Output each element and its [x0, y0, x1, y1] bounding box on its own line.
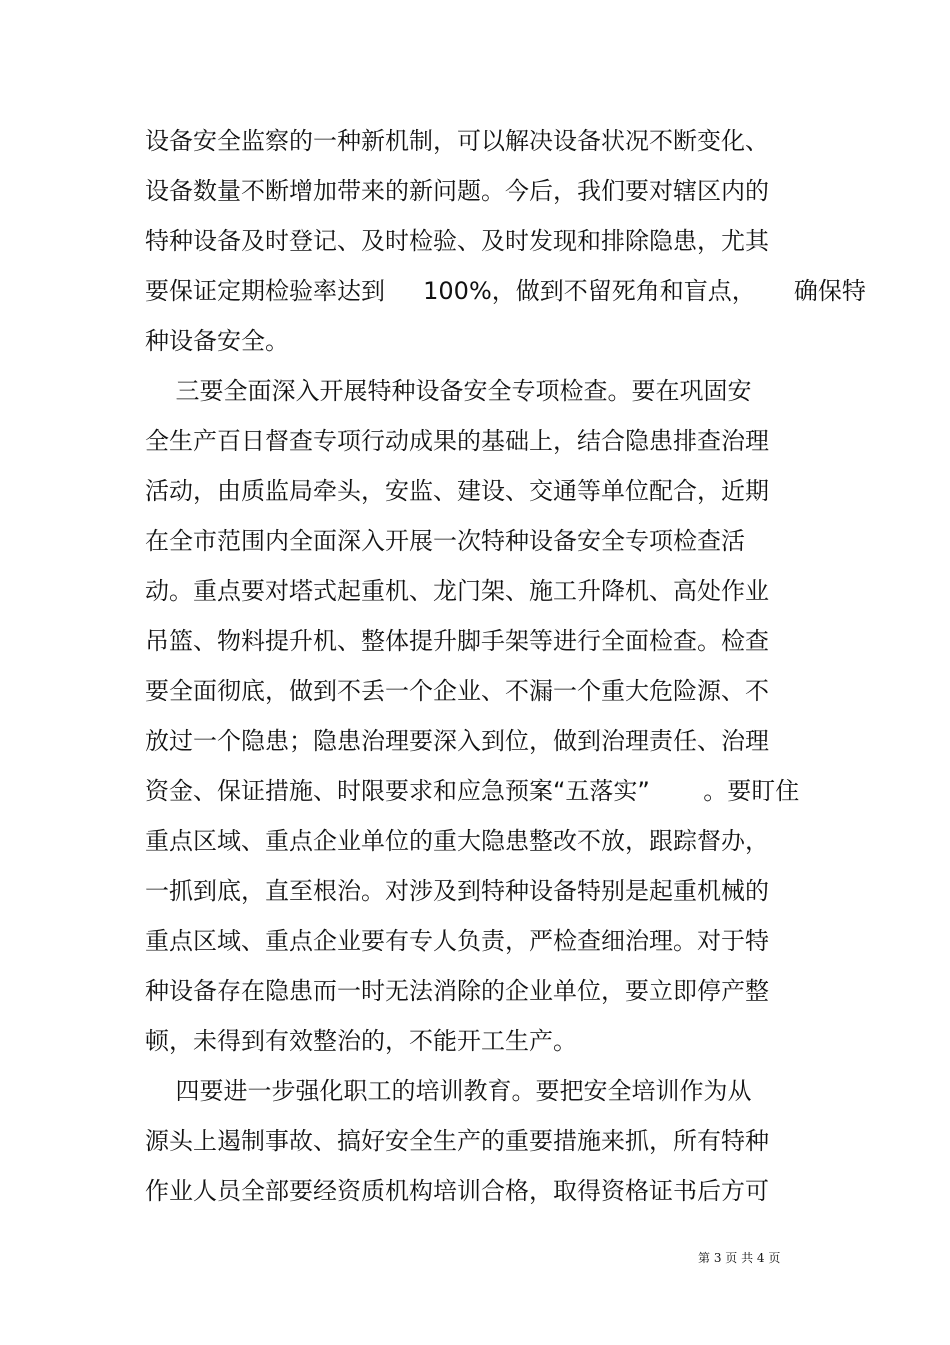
- text-line-20: 四要进一步强化职工的培训教育。要把安全培训作为从: [145, 1077, 752, 1105]
- text-line-14: 资金、保证措施、时限要求和应急预案“五落实” 。要盯住: [145, 777, 800, 805]
- text-line-1: 设备安全监察的一种新机制，可以解决设备状况不断变化、: [145, 127, 769, 155]
- text-line-12: 要全面彻底，做到不丢一个企业、不漏一个重大危险源、不: [145, 677, 769, 705]
- text-line-5: 种设备安全。: [145, 327, 289, 355]
- text-line-3: 特种设备及时登记、及时检验、及时发现和排除隐患，尤其: [145, 227, 769, 255]
- text-line-9: 在全市范围内全面深入开展一次特种设备安全专项检查活: [145, 527, 745, 555]
- text-line-17: 重点区域、重点企业要有专人负责，严检查细治理。对于特: [145, 927, 769, 955]
- text-line-6: 三要全面深入开展特种设备安全专项检查。要在巩固安: [145, 377, 752, 405]
- text-line-21: 源头上遏制事故、搞好安全生产的重要措施来抓，所有特种: [145, 1127, 769, 1155]
- text-line-7: 全生产百日督查专项行动成果的基础上，结合隐患排查治理: [145, 427, 769, 455]
- text-line-11: 吊篮、物料提升机、整体提升脚手架等进行全面检查。检查: [145, 627, 769, 655]
- text-line-15: 重点区域、重点企业单位的重大隐患整改不放，跟踪督办，: [145, 827, 769, 855]
- text-line-8: 活动，由质监局牵头，安监、建设、交通等单位配合，近期: [145, 477, 769, 505]
- text-line-10: 动。重点要对塔式起重机、龙门架、施工升降机、高处作业: [145, 577, 769, 605]
- text-line-16: 一抓到底，直至根治。对涉及到特种设备特别是起重机械的: [145, 877, 769, 905]
- text-line-2: 设备数量不断增加带来的新问题。今后，我们要对辖区内的: [145, 177, 769, 205]
- text-line-18: 种设备存在隐患而一时无法消除的企业单位，要立即停产整: [145, 977, 769, 1005]
- text-line-19: 顿，未得到有效整治的，不能开工生产。: [145, 1027, 577, 1055]
- text-line-22: 作业人员全部要经资质机构培训合格，取得资格证书后方可: [145, 1177, 769, 1205]
- text-line-13: 放过一个隐患；隐患治理要深入到位，做到治理责任、治理: [145, 727, 769, 755]
- page-number-footer: 第 3 页 共 4 页: [698, 1251, 781, 1265]
- text-line-4: 要保证定期检验率达到 100%，做到不留死角和盲点， 确保特: [145, 277, 866, 305]
